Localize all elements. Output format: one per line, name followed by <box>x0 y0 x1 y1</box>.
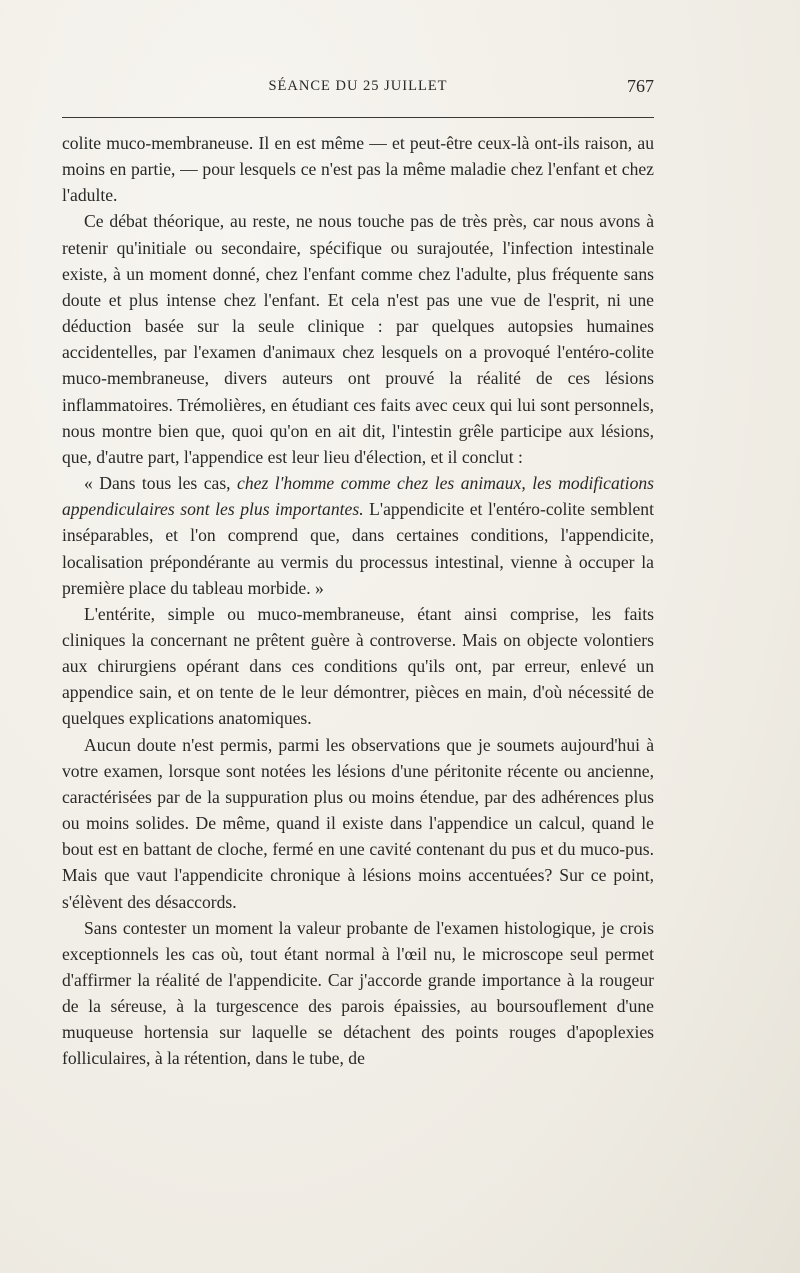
quotation-rest: L'appendicite et l'entéro-colite semblent inséparables, et l'on comprend que, dans certaines conditions, l'appendicite, localisation prépondérante au vermis du processus intestinal, vienne à occuper la première place du tableau morbide. » <box>62 499 654 598</box>
paragraph: colite muco-membraneuse. Il en est même — et peut-être ceux-là ont-ils raison, au moins en partie, — pour lesquels ce n'est pas la même maladie chez l'enfant et chez l'adulte. <box>62 133 654 206</box>
quotation-italic: chez l'homme comme chez les animaux, les modifications appendiculaires sont les plus importantes. <box>62 473 655 520</box>
quotation-paragraph <box>62 470 654 601</box>
paragraph: Ce débat théorique, au reste, ne nous touche pas de très près, car nous avons à retenir qu'initiale ou secondaire, spécifique ou surajoutée, l'infection intestinale existe, à un moment donné, chez l'enfant comme chez l'adulte, plus fréquente sans doute et plus intense chez l'enfant. Et cela n'est pas une vue de l'esprit, ni une déduction basée sur la seule clinique : par quelques autopsies humaines accidentelles, par l'examen d'animaux chez lesquels on a provoqué l'entéro-colite muco-membraneuse, divers auteurs ont prouvé la réalité de ces lésions inflammatoires. Trémolières, en étudiant ces faits avec ceux qui lui sont personnels, nous montre bien que, quoi qu'on en ait dit, l'intestin grêle participe aux lésions, que, d'autre part, l'appendice est leur lieu d'élection, et il conclut : <box>62 211 654 467</box>
body-text <box>62 130 654 1072</box>
paragraph: L'entérite, simple ou muco-membraneuse, étant ainsi comprise, les faits cliniques la concernant ne prêtent guère à controverse. Mais on objecte volontiers aux chirurgiens opérant dans ces conditions qu'ils ont, par erreur, enlevé un appendice sain, et on tente de le leur démontrer, pièces en main, d'où nécessité de quelques explications anatomiques. <box>62 603 654 729</box>
paragraph: Sans contester un moment la valeur probante de l'examen histologique, je crois exceptionnels les cas où, tout étant normal à l'œil nu, le microscope seul permet d'affirmer la réalité de l'appendicite. Car j'accorde grande importance à la rougeur de la séreuse, à la turgescence des parois épaissies, au boursouflement d'une muqueuse hortensia sur laquelle se détachent des points rouges d'apoplexies folliculaires, à la rétention, dans le tube, de <box>62 917 654 1069</box>
running-title: SÉANCE DU 25 JUILLET <box>268 78 448 94</box>
paragraph: Aucun doute n'est permis, parmi les observations que je soumets aujourd'hui à votre examen, lorsque sont notées les lésions d'une péritonite récente ou ancienne, caractérisées par de la suppuration plus ou moins étendue, par des adhérences plus ou moins solides. De même, quand il existe dans l'appendice un calcul, quand le bout est en battant de cloche, fermé en une cavité contenant du pus et du muco-pus. Mais que vaut l'appendicite chronique à lésions moins accentuées? Sur ce point, s'élèvent des désaccords. <box>62 734 654 912</box>
header-rule <box>62 117 654 118</box>
running-head <box>62 76 654 102</box>
quotation-opening: « Dans tous les cas, <box>84 473 238 494</box>
page-number: 767 <box>627 76 654 96</box>
